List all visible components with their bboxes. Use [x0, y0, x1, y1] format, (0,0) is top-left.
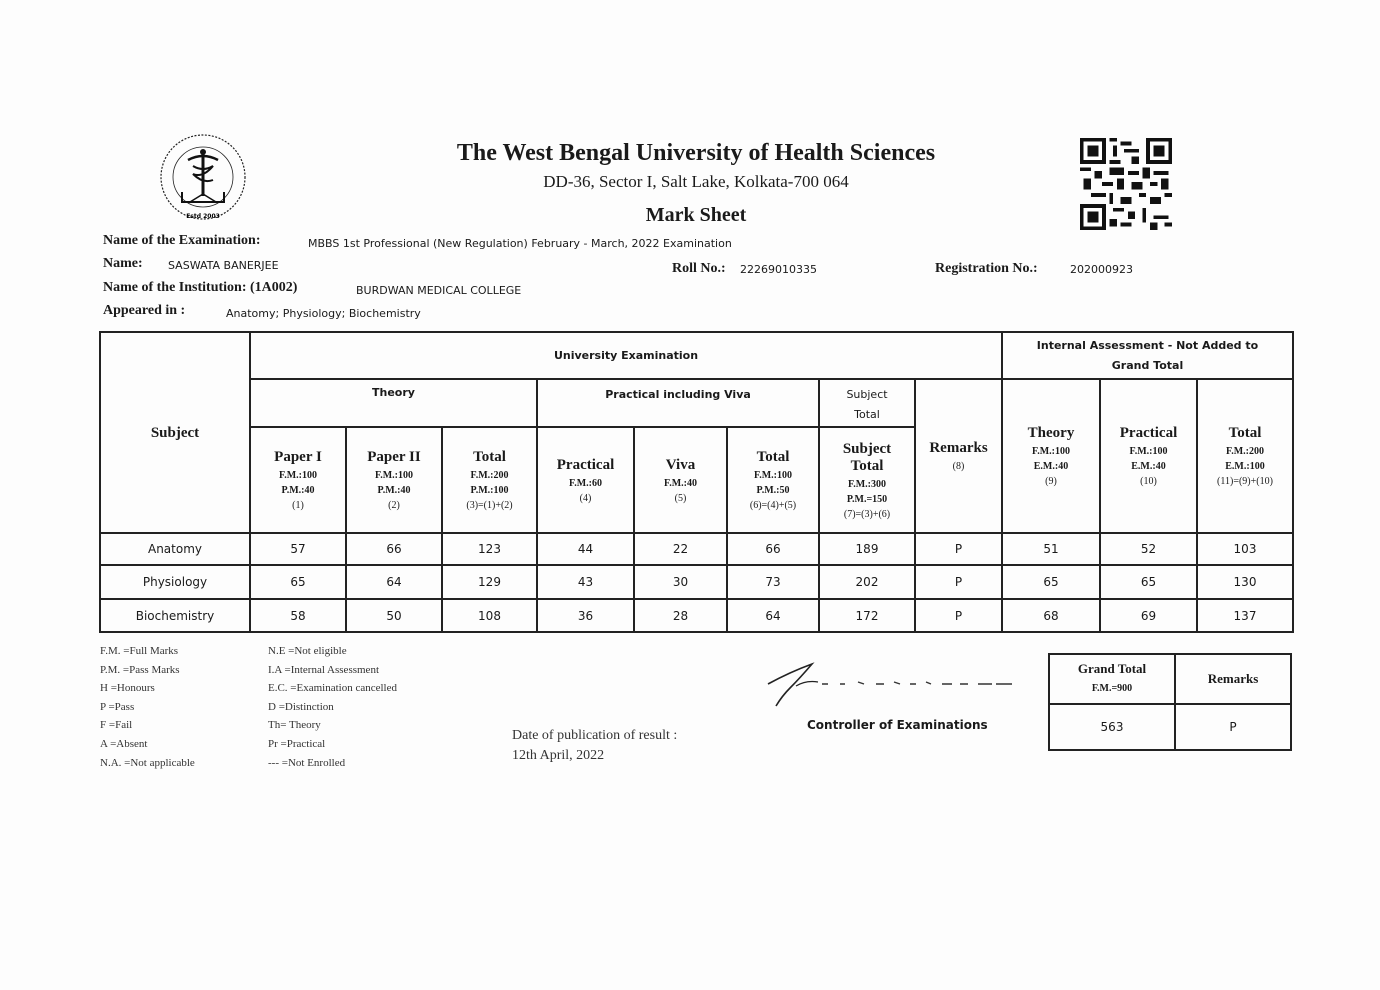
subject-total-header: Subject Total F.M.:300 P.M.=150 (7)=(3)+(6): [819, 427, 915, 533]
legend-item: F.M. =Full Marks: [100, 645, 179, 657]
publication-date: [512, 726, 677, 766]
remarks-header: Remarks (8): [915, 379, 1002, 533]
ia-practical: 65: [1100, 565, 1197, 599]
university-logo: [158, 132, 248, 222]
viva-marks: 22: [634, 533, 727, 565]
institution-value: BURDWAN MEDICAL COLLEGE: [356, 284, 522, 297]
legend-right: [268, 642, 397, 772]
legend-item: I.A =Internal Assessment: [268, 663, 379, 676]
university-address: DD-36, Sector I, Salt Lake, Kolkata-700 064: [543, 172, 849, 191]
ia-practical: 69: [1100, 599, 1197, 632]
legend-item: D =Distinction: [268, 700, 334, 713]
subject-total-top-header: Subject Total: [819, 379, 915, 427]
viva-marks: 30: [634, 565, 727, 599]
legend-item: Pr =Practical: [268, 737, 326, 750]
grand-total-table: [1048, 653, 1292, 751]
legend-item: H =Honours: [100, 682, 155, 695]
registration-value: 202000923: [1070, 263, 1133, 276]
paper1-marks: 58: [250, 599, 346, 632]
legend-item: P =Pass: [100, 700, 135, 713]
ia-practical: 52: [1100, 533, 1197, 565]
ia-theory: 65: [1002, 565, 1100, 599]
name-label: Name:: [103, 256, 143, 271]
ia-practical-header: Practical F.M.:100 E.M.:40 (10): [1100, 379, 1197, 533]
institution-label: Name of the Institution: (1A002): [103, 280, 298, 295]
university-name: The West Bengal University of Health Sciences: [456, 140, 936, 166]
ia-theory: 51: [1002, 533, 1100, 565]
practical-marks: 36: [537, 599, 634, 632]
appeared-label: Appeared in :: [103, 303, 186, 318]
legend-item: F =Fail: [100, 719, 133, 732]
practical-viva-header: Practical including Viva: [537, 379, 819, 427]
controller-title: Controller of Examinations: [807, 718, 988, 732]
subject-name: Anatomy: [100, 533, 250, 565]
legend-item: N.E =Not eligible: [268, 645, 347, 657]
ia-theory-header: Theory F.M.:100 E.M.:40 (9): [1002, 379, 1100, 533]
remarks: P: [915, 565, 1002, 599]
legend-item: E.C. =Examination cancelled: [268, 682, 397, 695]
practical-header: Practical F.M.:60 (4): [537, 427, 634, 533]
ia-total: 103: [1197, 533, 1293, 565]
viva-header: Viva F.M.:40 (5): [634, 427, 727, 533]
grand-remarks-value: P: [1175, 704, 1291, 750]
grand-remarks-header: Remarks: [1175, 654, 1291, 704]
subject-total: 189: [819, 533, 915, 565]
practical-marks: 44: [537, 533, 634, 565]
subject-header: Subject: [100, 332, 250, 533]
document-title: Mark Sheet: [645, 204, 747, 226]
ia-total-header: Total F.M.:200 E.M.:100 (11)=(9)+(10): [1197, 379, 1293, 533]
registration-label: Registration No.:: [935, 261, 1038, 276]
theory-total: 108: [442, 599, 537, 632]
remarks: P: [915, 599, 1002, 632]
ia-total: 130: [1197, 565, 1293, 599]
ia-total: 137: [1197, 599, 1293, 632]
theory-total-header: Total F.M.:200 P.M.:100 (3)=(1)+(2): [442, 427, 537, 533]
internal-assessment-header: Internal Assessment - Not Added to Grand Total: [1002, 332, 1293, 379]
legend-item: A =Absent: [100, 737, 148, 750]
ia-theory: 68: [1002, 599, 1100, 632]
publication-value: 12th April, 2022: [512, 748, 605, 763]
publication-label: Date of publication of result :: [512, 728, 678, 743]
theory-total: 123: [442, 533, 537, 565]
remarks: P: [915, 533, 1002, 565]
subject-total: 202: [819, 565, 915, 599]
logo-est-text: Estd 2003: [186, 213, 220, 220]
practical-total-header: Total F.M.:100 P.M.:50 (6)=(4)+(5): [727, 427, 819, 533]
subject-name: Physiology: [100, 565, 250, 599]
table-row: [100, 599, 1293, 632]
appeared-value: Anatomy; Physiology; Biochemistry: [226, 307, 421, 320]
subject-name: Biochemistry: [100, 599, 250, 632]
legend-item: Th= Theory: [268, 719, 321, 732]
table-row: [100, 533, 1293, 565]
practical-total: 73: [727, 565, 819, 599]
practical-marks: 43: [537, 565, 634, 599]
exam-value: MBBS 1st Professional (New Regulation) February - March, 2022 Examination: [308, 237, 732, 250]
practical-total: 66: [727, 533, 819, 565]
paper2-header: Paper II F.M.:100 P.M.:40 (2): [346, 427, 442, 533]
theory-total: 129: [442, 565, 537, 599]
qr-code: [1080, 138, 1172, 230]
paper2-marks: 50: [346, 599, 442, 632]
paper1-header: Paper I F.M.:100 P.M.:40 (1): [250, 427, 346, 533]
legend-left: [100, 642, 195, 772]
marks-table: [99, 331, 1294, 633]
legend-item: N.A. =Not applicable: [100, 756, 195, 769]
paper2-marks: 66: [346, 533, 442, 565]
legend-item: --- =Not Enrolled: [268, 756, 346, 769]
paper1-marks: 65: [250, 565, 346, 599]
viva-marks: 28: [634, 599, 727, 632]
exam-label: Name of the Examination:: [103, 233, 261, 248]
legend-item: P.M. =Pass Marks: [100, 663, 180, 676]
paper1-marks: 57: [250, 533, 346, 565]
subject-total: 172: [819, 599, 915, 632]
paper2-marks: 64: [346, 565, 442, 599]
grand-total-header: Grand Total F.M.=900: [1049, 654, 1175, 704]
theory-header: Theory: [250, 379, 537, 427]
roll-label: Roll No.:: [672, 261, 726, 276]
university-exam-header: University Examination: [250, 332, 1002, 379]
name-value: SASWATA BANERJEE: [168, 259, 279, 272]
roll-value: 22269010335: [740, 263, 817, 276]
controller-signature: [760, 660, 1020, 710]
table-row: [100, 565, 1293, 599]
practical-total: 64: [727, 599, 819, 632]
grand-total-value: 563: [1049, 704, 1175, 750]
